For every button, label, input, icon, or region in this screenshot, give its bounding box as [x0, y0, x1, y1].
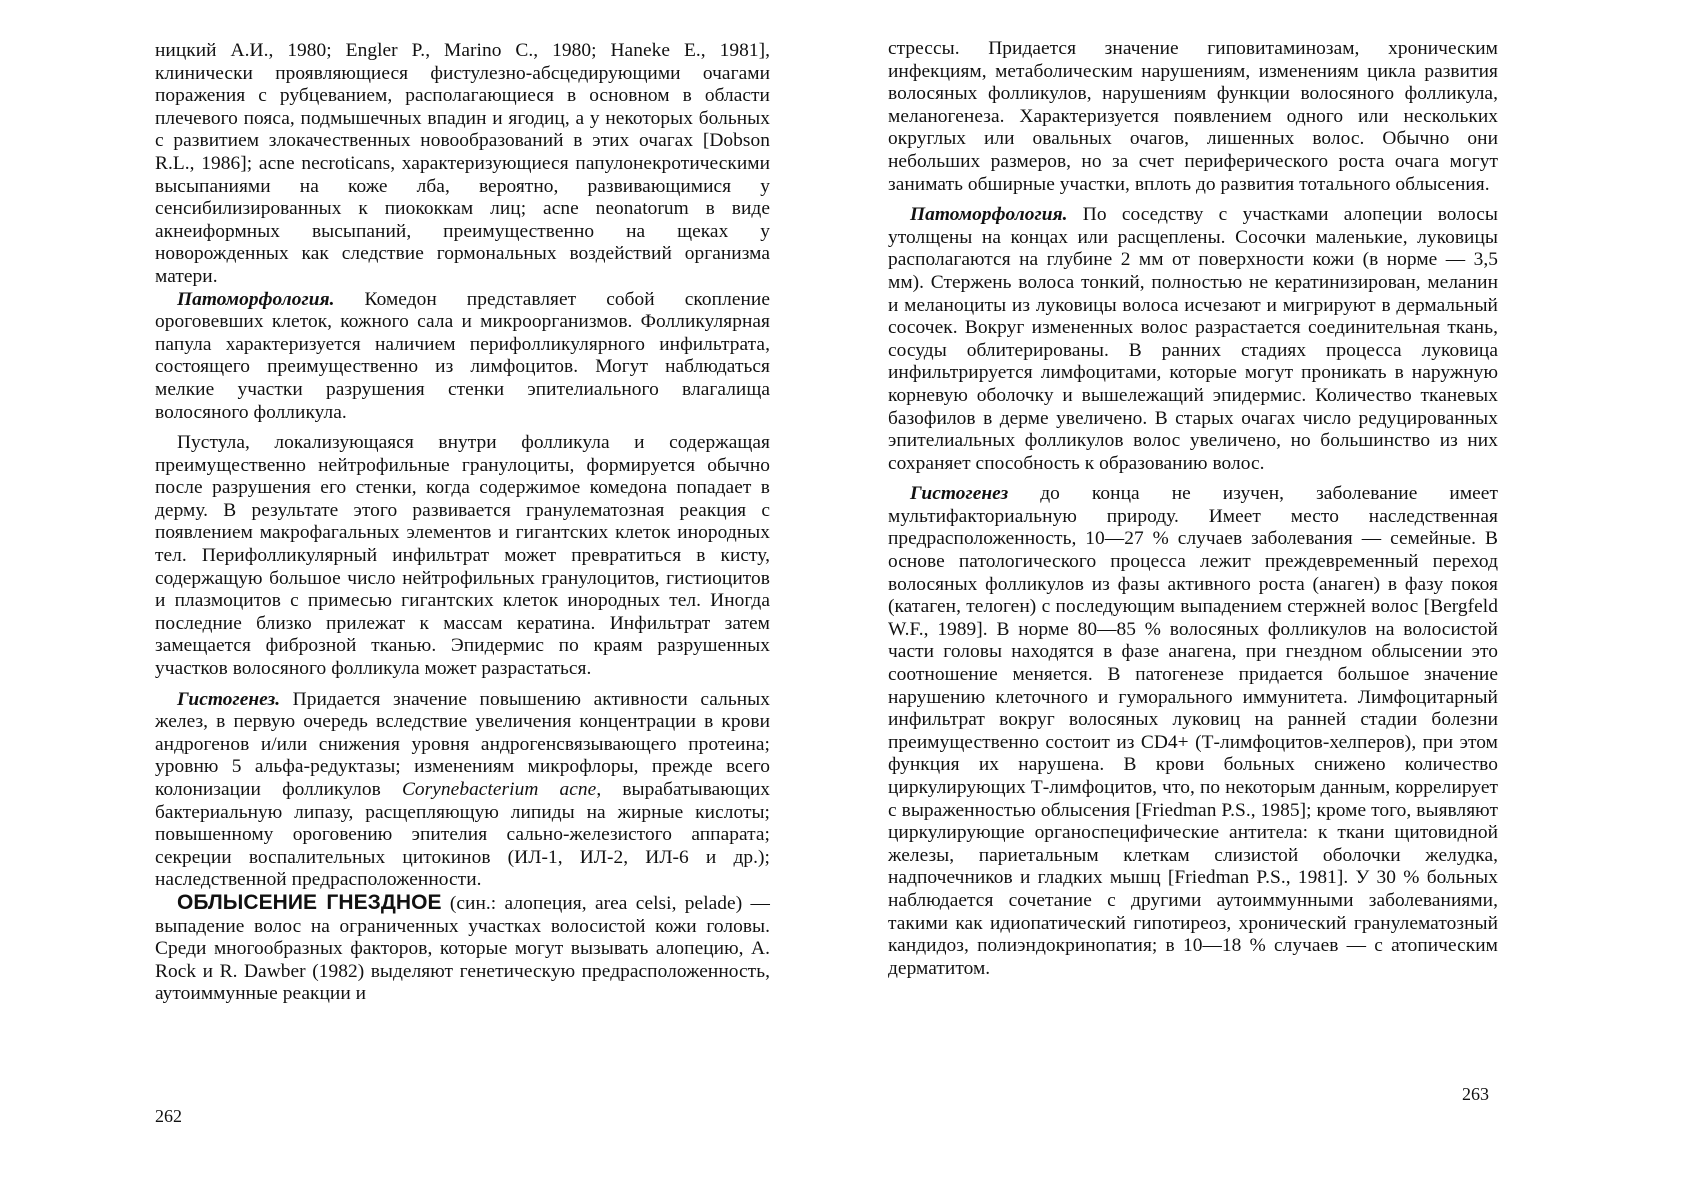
paragraph-histogenesis: [155, 689, 770, 892]
page-number-left: 262: [155, 1106, 182, 1126]
paragraph-text: стрессы. Придается значение гиповитаминозам, хроническим инфекциям, метаболическим нарушениям, изменениям цикла развития волосяных фолликулов, нарушениям функции волосяного фолликула, меланогенеза. Характеризуется появлением одного или нескольких округлых или овальных очагов, лишенных волос. Обычно они небольших размеров, но за счет периферического роста очага могут занимать обширные участки, вплоть до развития тотального облысения.: [888, 38, 1498, 195]
run-in-heading: Гистогенез: [910, 483, 1009, 505]
paragraph-text: (син.: алопеция, area celsi, pelade) — выпадение волос на ограниченных участках волосистой кожи головы. Среди многообразных факторов, которые могут вызывать алопецию, A. Rock и R. Dawber (1982) выделяют генетическую предрасположенность, аутоиммунные реакции и: [155, 892, 770, 1005]
paragraph-continuation: [155, 40, 770, 289]
paragraph-text: Комедон представляет собой скопление ороговевших клеток, кожного сала и микроорганизмов. Фолликулярная папула характеризуется наличием перифолликулярного инфильтрата, состоящего преимущественно из лимфоцитов. Могут наблюдаться мелкие участки разрушения стенки эпителиального влагалища волосяного фолликула.: [155, 288, 770, 423]
run-in-heading: Патоморфология.: [177, 288, 335, 310]
left-page: [155, 40, 770, 1130]
paragraph-alopecia-areata: [155, 892, 770, 1006]
paragraph-pathomorphology: [888, 204, 1498, 475]
paragraph-pathomorphology: [155, 289, 770, 425]
paragraph-pustule: [155, 432, 770, 681]
paragraph-text: Пустула, локализующаяся внутри фолликула и содержащая преимущественно нейтрофильные гранулоциты, формируется обычно после разрушения его стенки, когда содержимое комедона попадает в дерму. В результате этого развивается гранулематозная реакция с появлением макрофагальных элементов и гигантских клеток инородных тел. Перифолликулярный инфильтрат может превратиться в кисту, содержащую большое число нейтрофильных гранулоцитов, гистиоцитов и плазмоцитов с примесью гигантских клеток инородных тел. Иногда последние близко прилежат к массам кератина. Инфильтрат затем замещается фиброзной тканью. Эпидермис по краям разрушенных участков волосяного фолликула может разрастаться.: [155, 432, 770, 680]
run-in-heading: Гистогенез.: [177, 688, 281, 710]
entry-heading: ОБЛЫСЕНИЕ ГНЕЗДНОЕ: [177, 890, 442, 914]
right-page-text: [888, 38, 1498, 980]
page-number-right: 263: [1462, 1084, 1489, 1104]
paragraph-histogenesis: [888, 483, 1498, 980]
paragraph-text: По соседству с участками алопеции волосы утолщены на концах или расщеплены. Сосочки маленькие, луковицы располагаются на глубине 2 мм от поверхности кожи (в норме — 3,5 мм). Стержень волоса тонкий, полностью не кератинизирован, меланин и меланоциты из луковицы волоса исчезают и мигрируют в дермальный сосочек. Вокруг измененных волос разрастается соединительная ткань, сосуды облитерированы. В ранних стадиях процесса луковица инфильтрируется лимфоцитами, которые могут проникать в наружную корневую оболочку и вышележащий эпидермис. Количество тканевых базофилов в дерме увеличено. В старых очагах число редуцированных эпителиальных фолликулов волос увеличено, но большинство из них сохраняет способность к образованию волос.: [888, 204, 1498, 474]
paragraph-text: до конца не изучен, заболевание имеет мультифакториальную природу. Имеет место наследственная предрасположенность, 10—27 % случаев заболевания — семейные. В основе патологического процесса лежит преждевременный переход волосяных фолликулов из фазы активного роста (анаген) в фазу покоя (катаген, телоген) с последующим выпадением стержней волос [Bergfeld W.F., 1989]. В норме 80—85 % волосяных фолликулов на волосистой части головы находятся в фазе анагена, при гнездном облысении это соотношение меняется. В патогенезе придается большое значение нарушению клеточного и гуморального иммунитета. Лимфоцитарный инфильтрат вокруг волосяных луковиц на ранней стадии болезни преимущественно состоит из CD4+ (Т-лимфоцитов-хелперов), при этом функция их нарушена. В крови больных снижено количество циркулирующих Т-лимфоцитов, что, по некоторым данным, коррелирует с выраженностью облысения [Friedman P.S., 1985]; кроме того, выявляют циркулирующие органоспецифические антитела: к ткани щитовидной железы, париетальным клеткам слизистой оболочки желудка, надпочечников и гладких мышц [Friedman P.S., 1981]. У 30 % больных наблюдается сочетание с другими аутоиммунными заболеваниями, такими как идиопатический гипотиреоз, хронический гранулематозный кандидоз, полиэндокринопатия; в 10—18 % случаев — с атопическим дерматитом.: [888, 483, 1498, 979]
paragraph-continuation: [888, 38, 1498, 196]
run-in-heading: Патоморфология.: [910, 204, 1068, 226]
species-name: Corynebacterium acne: [401, 779, 597, 800]
paragraph-text: Придается значение повышению активности сальных желез, в первую очередь вследствие увеличения концентрации в крови андрогенов и/или снижения уровня андрогенсвязывающего протеина; уровню 5 альфа-редуктазы; изменениям микрофлоры, прежде всего колонизации фолликулов: [155, 688, 770, 800]
paragraph-text: , вырабатывающих бактериальную липазу, расщепляющую липиды на жирные кислоты; повышенному ороговению эпителия сально-железистого аппарата; секреции воспалительных цитокинов (ИЛ-1, ИЛ-2, ИЛ-6 и др.); наследственной предрасположенности.: [155, 779, 770, 891]
right-page: [888, 38, 1498, 1128]
paragraph-text: ницкий А.И., 1980; Engler P., Marino C., 1980; Haneke E., 1981], клинически проявляющиеся фистулезно-абсцедирующими очагами поражения с рубцеванием, располагающиеся в основном в области плечевого пояса, подмышечных впадин и ягодиц, а у некоторых больных с развитием злокачественных новообразований в этих очагах [Dobson R.L., 1986]; acne necroticans, характеризующиеся папулонекротическими высыпаниями на коже лба, вероятно, развивающимися у сенсибилизированных к пиококкам лиц; acne neonatorum в виде акнеиформных высыпаний, преимущественно на щеках у новорожденных как следствие гормональных воздействий организма матери.: [155, 40, 770, 287]
left-page-text: [155, 40, 770, 1006]
